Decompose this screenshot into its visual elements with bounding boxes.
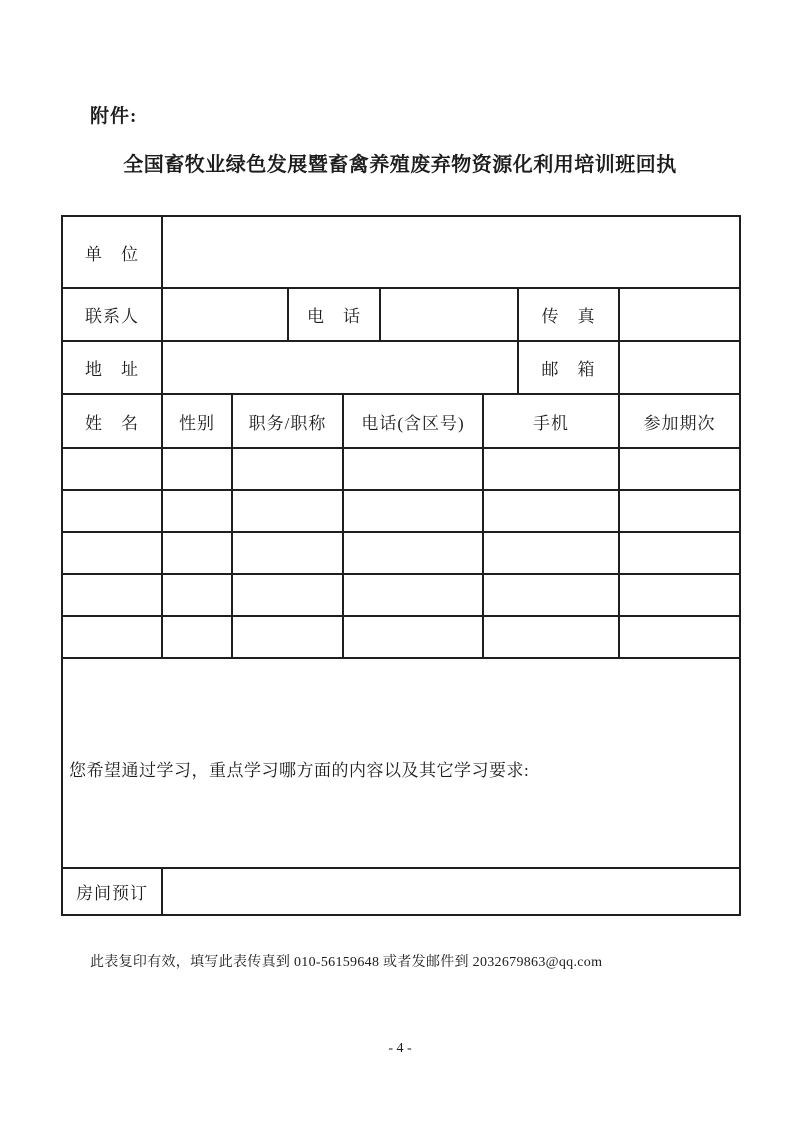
table-row-address — [62, 341, 740, 394]
roster-cell — [343, 448, 483, 490]
roster-cell — [232, 448, 343, 490]
roster-cell — [483, 616, 619, 658]
roster-header-mobile: 手机 — [483, 394, 619, 448]
table-row-contact — [62, 288, 740, 341]
phone-input-cell — [380, 288, 518, 341]
roster-cell — [62, 490, 162, 532]
roster-header-session: 参加期次 — [619, 394, 740, 448]
table-row-unit — [62, 216, 740, 288]
roster-row-5 — [62, 616, 740, 658]
roster-cell — [232, 490, 343, 532]
roster-header-gender: 性别 — [162, 394, 232, 448]
fax-input-cell — [619, 288, 740, 341]
table-row-study-requirements — [62, 658, 740, 868]
roster-cell — [619, 490, 740, 532]
roster-cell — [343, 574, 483, 616]
contact-input-cell — [162, 288, 288, 341]
roster-row-2 — [62, 490, 740, 532]
roster-cell — [483, 448, 619, 490]
roster-header-position: 职务/职称 — [232, 394, 343, 448]
fax-label: 传 真 — [518, 288, 619, 341]
roster-cell — [619, 532, 740, 574]
roster-cell — [619, 448, 740, 490]
roster-cell — [162, 490, 232, 532]
roster-cell — [232, 532, 343, 574]
roster-cell — [343, 616, 483, 658]
roster-cell — [162, 574, 232, 616]
registration-form-table — [61, 215, 741, 916]
email-input-cell — [619, 341, 740, 394]
roster-row-3 — [62, 532, 740, 574]
unit-input-cell — [162, 216, 740, 288]
page-number: - 4 - — [388, 1041, 412, 1056]
roster-row-4 — [62, 574, 740, 616]
study-requirements-cell — [62, 658, 740, 868]
roster-cell — [483, 532, 619, 574]
roster-cell — [62, 616, 162, 658]
roster-header-name: 姓 名 — [62, 394, 162, 448]
unit-label: 单 位 — [62, 216, 162, 288]
roster-cell — [162, 448, 232, 490]
roster-cell — [343, 490, 483, 532]
attachment-label: 附件: — [90, 106, 138, 127]
address-label: 地 址 — [62, 341, 162, 394]
phone-label: 电 话 — [288, 288, 380, 341]
room-booking-input-cell — [162, 868, 740, 915]
study-requirements-question: 您希望通过学习，重点学习哪方面的内容以及其它学习要求: — [69, 760, 530, 780]
roster-cell — [62, 448, 162, 490]
roster-cell — [483, 490, 619, 532]
roster-cell — [343, 532, 483, 574]
roster-cell — [619, 616, 740, 658]
address-input-cell — [162, 341, 518, 394]
footer-note: 此表复印有效，填写此表传真到 010-56159648 或者发邮件到 2032679863@qq.com — [90, 955, 603, 970]
contact-label: 联系人 — [62, 288, 162, 341]
roster-cell — [619, 574, 740, 616]
roster-cell — [232, 574, 343, 616]
roster-header-telephone: 电话(含区号) — [343, 394, 483, 448]
table-row-room-booking — [62, 868, 740, 915]
email-label: 邮 箱 — [518, 341, 619, 394]
room-booking-label: 房间预订 — [62, 868, 162, 915]
table-row-roster-header — [62, 394, 740, 448]
roster-cell — [162, 532, 232, 574]
roster-cell — [232, 616, 343, 658]
roster-cell — [483, 574, 619, 616]
page-title: 全国畜牧业绿色发展暨畜禽养殖废弃物资源化利用培训班回执 — [123, 154, 677, 176]
roster-cell — [62, 532, 162, 574]
roster-cell — [62, 574, 162, 616]
roster-cell — [162, 616, 232, 658]
roster-row-1 — [62, 448, 740, 490]
